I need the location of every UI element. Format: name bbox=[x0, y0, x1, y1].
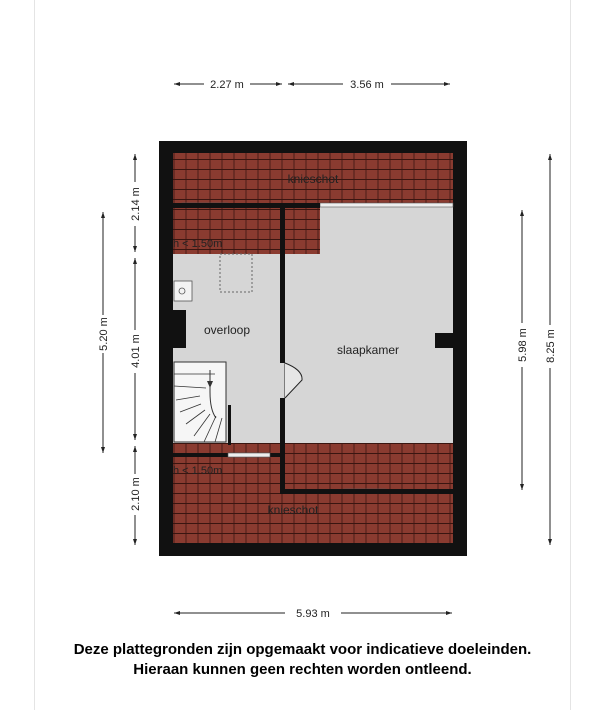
partition-wall-lower bbox=[280, 398, 285, 494]
window-top-right bbox=[320, 203, 453, 207]
left-outer-dimension bbox=[98, 212, 110, 453]
right-inner-dimension bbox=[517, 210, 529, 490]
top-dimension bbox=[174, 79, 450, 91]
room-label-slaapkamer: slaapkamer bbox=[336, 343, 400, 357]
dimension-top-left-label: 2.27 m bbox=[210, 79, 244, 91]
room-label-knieschot-top: knieschot bbox=[287, 172, 339, 186]
chimney-block bbox=[435, 333, 453, 348]
roof-area-top-middle bbox=[285, 206, 320, 254]
interior-wall-top-mid bbox=[280, 203, 320, 208]
left-inner-dimensions bbox=[130, 154, 142, 545]
wall-notch-left bbox=[173, 310, 186, 348]
partition-wall-upper bbox=[280, 203, 285, 363]
room-label-overloop: overloop bbox=[203, 323, 251, 337]
room-label-knieschot-bottom: knieschot bbox=[267, 503, 319, 517]
dimension-left-bottom-label: 2.10 m bbox=[130, 477, 142, 511]
dimension-bottom-label: 5.93 m bbox=[296, 608, 330, 620]
dimension-left-outer-label: 5.20 m bbox=[98, 317, 110, 351]
disclaimer-line-1: Deze plattegronden zijn opgemaakt voor indicatieve doeleinden. bbox=[73, 641, 532, 658]
right-outer-dimension bbox=[545, 154, 557, 545]
bottom-dimension bbox=[174, 608, 452, 620]
sink-icon bbox=[174, 281, 192, 301]
room-label-headroom-top: h < 1.50m bbox=[173, 238, 223, 250]
disclaimer-line-2: Hieraan kunnen geen rechten worden ontleend. bbox=[133, 661, 472, 678]
disclaimer bbox=[0, 640, 605, 680]
staircase-icon bbox=[174, 362, 231, 445]
interior-wall-top-left bbox=[173, 203, 285, 208]
dimension-left-top-label: 2.14 m bbox=[130, 187, 142, 221]
dimension-left-middle-label: 4.01 m bbox=[130, 334, 142, 368]
window-bottom-left-overlay bbox=[228, 453, 270, 457]
dimension-right-outer-label: 8.25 m bbox=[545, 329, 557, 363]
dimension-top-right-label: 3.56 m bbox=[350, 79, 384, 91]
interior-wall-bottom-right bbox=[285, 489, 453, 494]
dimension-right-inner-label: 5.98 m bbox=[517, 328, 529, 362]
room-label-headroom-bottom: h < 1.50m bbox=[173, 465, 223, 477]
